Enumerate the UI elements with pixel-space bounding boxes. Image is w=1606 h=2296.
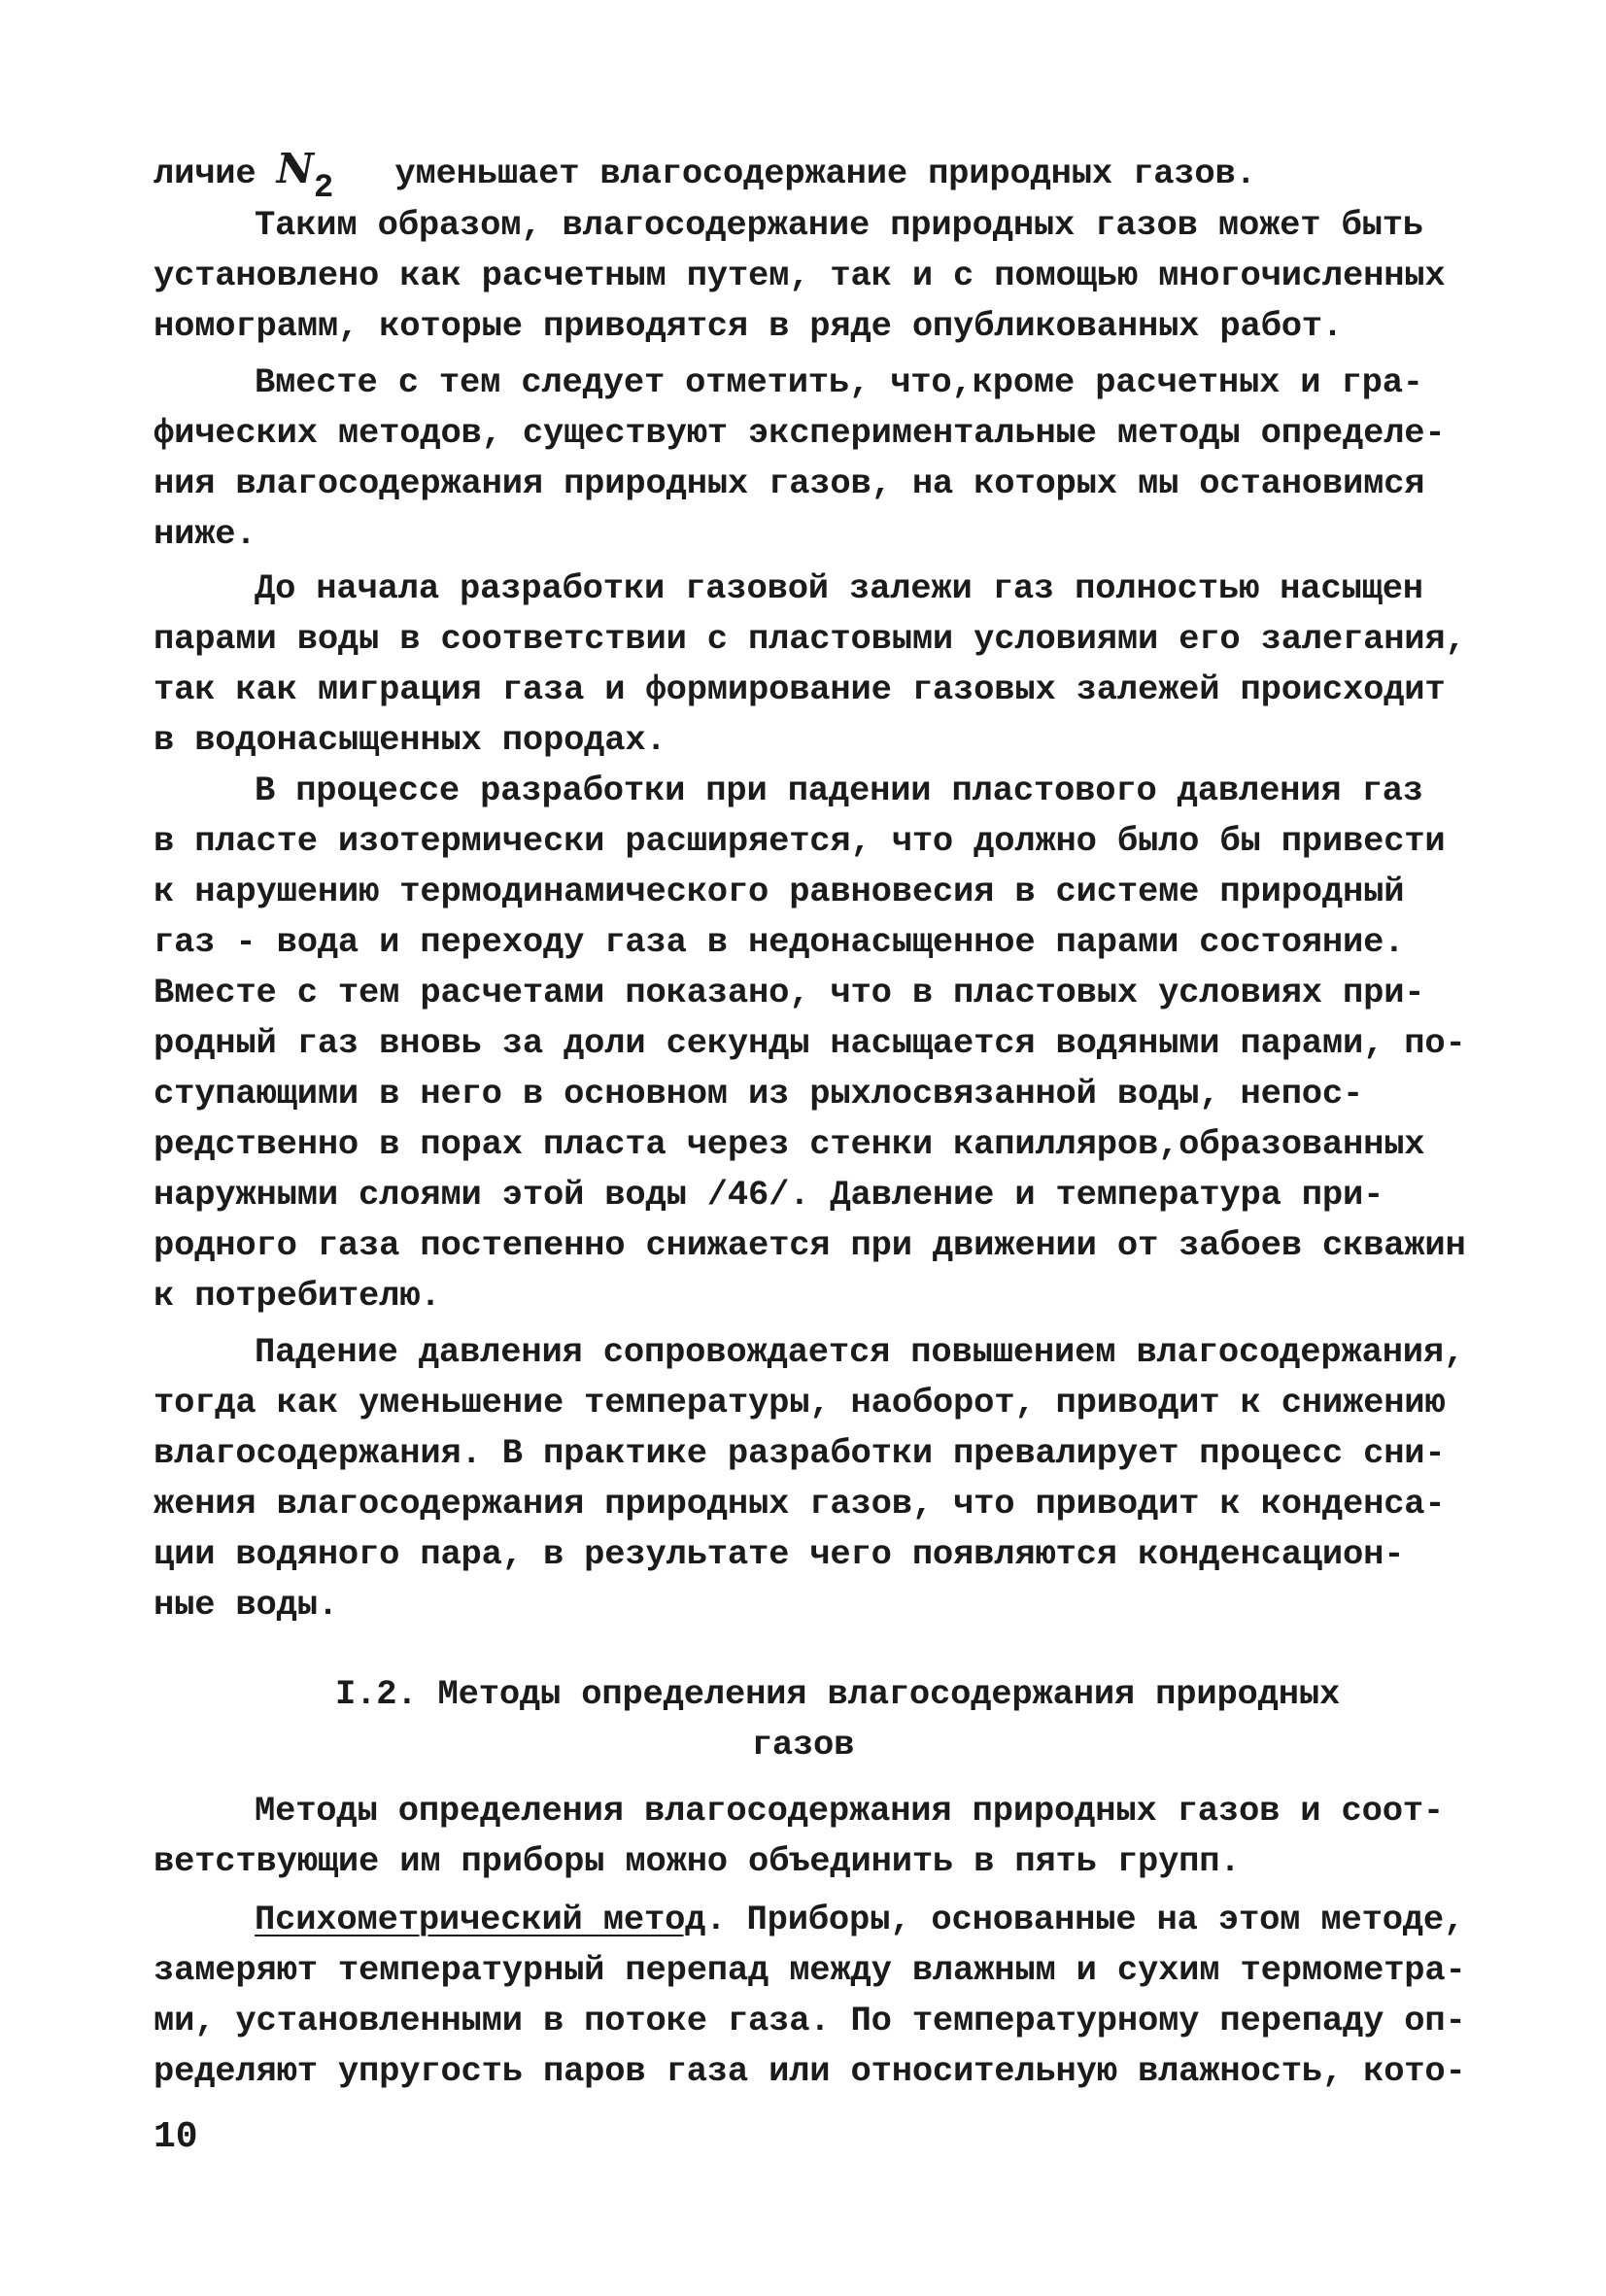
section-heading-continuation: газов [751, 1725, 855, 1765]
method-term: Психометрический метод [255, 1900, 706, 1939]
text-line: ми, установленными в потоке газа. По температурному перепаду оп- [154, 2001, 1466, 2040]
text-line: ции водяного пара, в результате чего появляются конденсацион- [154, 1534, 1405, 1574]
text-line: редственно в порах пласта через стенки капилляров,образованных [154, 1124, 1425, 1164]
text-line: газ - вода и переходу газа в недонасыщенное парами состояние. [154, 922, 1405, 962]
text-line: ветствующие им приборы можно объединить в пять групп. [154, 1841, 1241, 1881]
text-line: ные воды. [154, 1585, 338, 1625]
text-line: Падение давления сопровождается повышением влагосодержания, [255, 1332, 1465, 1372]
text-line: жения влагосодержания природных газов, что приводит к конденса- [154, 1484, 1446, 1524]
text-line: влагосодержания. В практике разработки превалирует процесс сни- [154, 1433, 1446, 1473]
section-heading: I.2. Методы определения влагосодержания природных [335, 1674, 1341, 1714]
text-line [154, 144, 1256, 207]
text-line: Вместе с тем расчетами показано, что в пластовых условиях при- [154, 973, 1425, 1012]
nitrogen-subscript: 2 [313, 170, 334, 207]
text-line: родный газ вновь за доли секунды насыщается водяными парами, по- [154, 1023, 1466, 1063]
text-line: наружными слоями этой воды /46/. Давление и температура при- [154, 1175, 1384, 1215]
text-line: ступающими в него в основном из рыхлосвязанной воды, непос- [154, 1074, 1364, 1114]
text-line: тогда как уменьшение температуры, наоборот, приводит к снижению [154, 1383, 1446, 1422]
text-line: установлено как расчетным путем, так и с помощью многочисленных [154, 256, 1446, 295]
text-line: номограмм, которые приводятся в ряде опубликованных работ. [154, 306, 1344, 346]
page-number: 10 [154, 2116, 198, 2158]
text-line [255, 1895, 1464, 1945]
text-line: так как миграция газа и формирование газовых залежей происходит [154, 669, 1446, 709]
text-line: В процессе разработки при падении пластового давления газ [255, 771, 1423, 810]
text-line: ределяют упругость паров газа или относительную влажность, кото- [154, 2051, 1466, 2091]
text-line: замеряют температурный перепад между влажным и сухим термометра- [154, 1950, 1466, 1990]
text-line: родного газа постепенно снижается при движении от забоев скважин [154, 1225, 1466, 1265]
text-line: ниже. [154, 514, 256, 554]
text-line: Таким образом, влагосодержание природных газов может быть [255, 205, 1423, 245]
text-line: парами воды в соответствии с пластовыми условиями его залегания, [154, 619, 1466, 659]
text-line: к нарушению термодинамического равновесия в системе природный [154, 872, 1405, 911]
text-line: ния влагосодержания природных газов, на которых мы остановимся [154, 463, 1425, 503]
nitrogen-symbol: N [276, 145, 314, 192]
text-line: фических методов, существуют экспериментальные методы определе- [154, 413, 1446, 453]
text-fragment: личие [154, 154, 256, 193]
text-line: До начала разработки газовой залежи газ полностью насыщен [255, 568, 1423, 608]
text-line: Методы определения влагосодержания природных газов и соот- [255, 1791, 1445, 1831]
text-line: в водонасыщенных породах. [154, 720, 666, 760]
text-fragment: уменьшает влагосодержание природных газов. [394, 154, 1256, 193]
text-line: Вместе с тем следует отметить, что,кроме расчетных и гра- [255, 362, 1423, 402]
text-fragment: . Приборы, основанные на этом методе, [705, 1900, 1465, 1939]
text-line: в пласте изотермически расширяется, что должно было бы привести [154, 821, 1446, 861]
text-line: к потребителю. [154, 1276, 441, 1316]
